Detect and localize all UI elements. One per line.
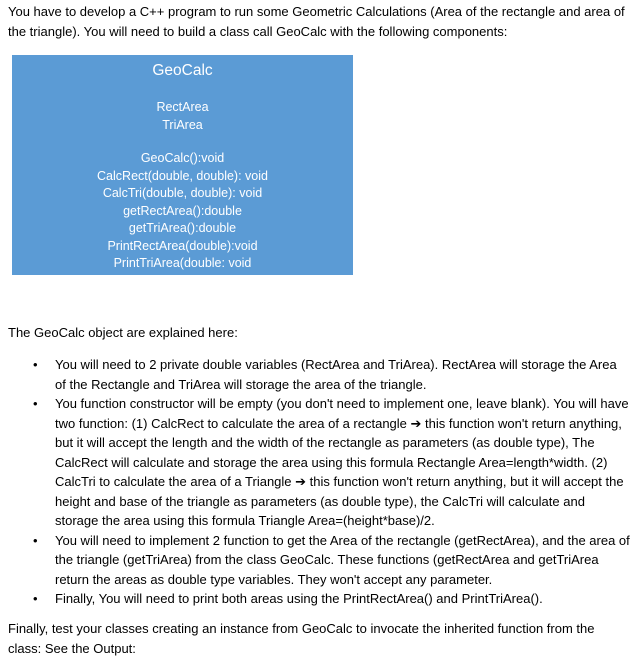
final-paragraph: Finally, test your classes creating an instance from GeoCalc to invocate the inherited function from the class: See the Output: xyxy=(8,621,595,656)
class-diagram-box xyxy=(12,55,353,275)
class-method: CalcTri(double, double): void xyxy=(102,186,263,200)
bullet-icon: • xyxy=(33,591,38,606)
list-item xyxy=(0,355,633,394)
list-item-text: You will need to 2 private double variables (RectArea and TriArea). RectArea will storage the Area of the Rectangle and TriArea will storage the area of the triangle. xyxy=(55,357,617,392)
list-item-text: You function constructor will be empty (you don't need to implement one, leave blank). You will have two function: (1) CalcRect to calculate the area of a rectangle ➔ this function won't return anything, but it will accept the length and the width of the rectangle as parameters (as double type), The CalcRect will calculate and storage the area using this formula Rectangle Area=length*width. (2) CalcTri to calculate the area of a Triangle ➔ this function won't return anything, but it will accept the height and base of the triangle as parameters (as double type), the CalcTri will calculate and storage the area using this formula Triangle Area=(height*base)/2. xyxy=(55,396,629,528)
class-attribute: TriArea xyxy=(162,117,203,132)
list-item-text: You will need to implement 2 function to get the Area of the rectangle (getRectArea), and the area of the triangle (getTriArea) from the class GeoCalc. These functions (getRectArea and getTriArea return the areas as double type variables. They won't accept any parameter. xyxy=(55,532,630,587)
class-method: GeoCalc():void xyxy=(140,151,225,165)
class-attribute: RectArea xyxy=(156,100,209,114)
explained-heading: The GeoCalc object are explained here: xyxy=(8,325,238,340)
class-method: getTriArea():double xyxy=(128,221,237,235)
requirements-list xyxy=(0,355,633,609)
class-method: PrintTriArea(double: void xyxy=(113,256,252,270)
intro-paragraph: You have to develop a C++ program to run some Geometric Calculations (Area of the rectangle and area of the triangle). You will need to build a class call GeoCalc with the following components: xyxy=(8,4,625,39)
bullet-icon: • xyxy=(33,357,38,372)
class-method: CalcRect(double, double): void xyxy=(97,168,268,183)
class-title: GeoCalc xyxy=(152,62,213,79)
list-item xyxy=(0,589,633,609)
bullet-icon: • xyxy=(33,396,38,411)
bullet-icon: • xyxy=(33,532,38,548)
list-item xyxy=(0,531,633,590)
class-method: PrintRectArea(double):void xyxy=(107,238,258,253)
class-attributes xyxy=(12,99,353,134)
list-item-text: Finally, You will need to print both areas using the PrintRectArea() and PrintTriArea(). xyxy=(55,591,543,606)
class-methods xyxy=(12,150,353,273)
class-method: getRectArea():double xyxy=(123,203,242,218)
list-item xyxy=(0,394,633,531)
